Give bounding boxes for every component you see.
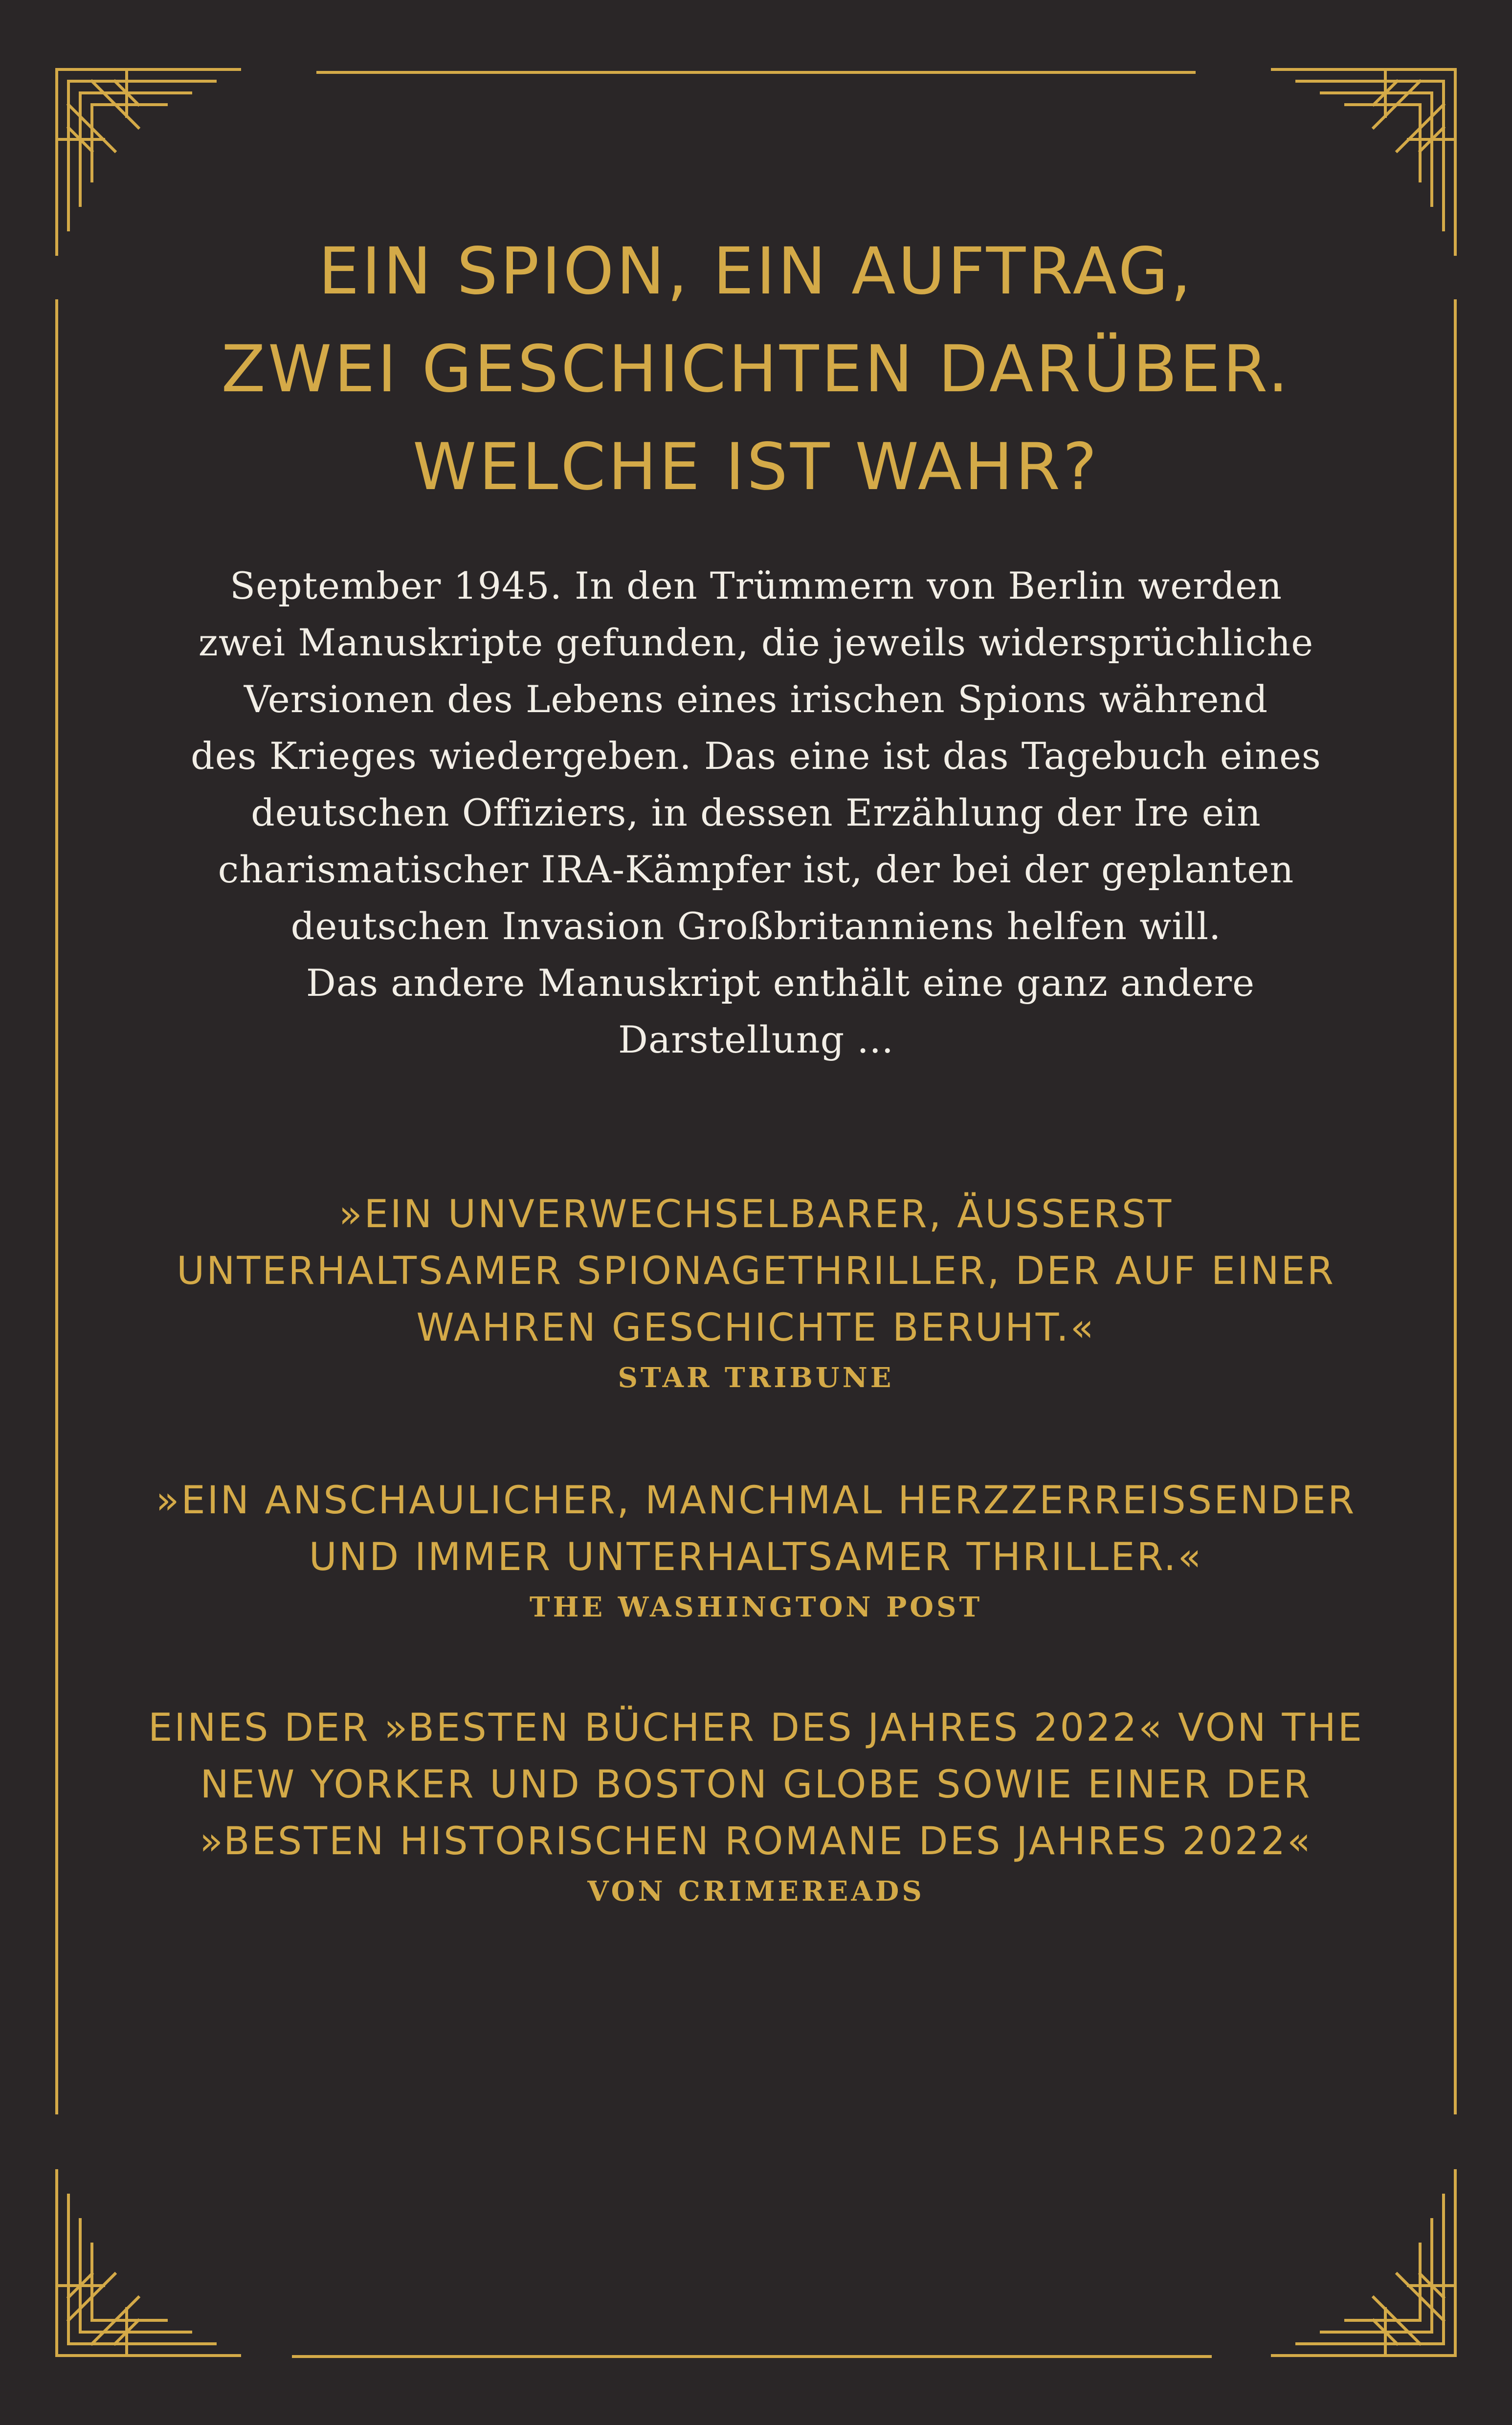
blurb-paragraph [147,558,1365,1068]
headline [98,223,1414,516]
blurb-line: charismatischer IRA-Kämpfer ist, der bei der geplanten [218,848,1294,891]
quote-line: EINES DER »BESTEN BÜCHER DES JAHRES 2022« VON THE [148,1706,1364,1750]
quote-line: NEW YORKER UND BOSTON GLOBE SOWIE EINER DER [200,1763,1312,1807]
headline-line: ZWEI GESCHICHTEN DARÜBER. [221,332,1291,407]
corner-ornament-bottom-left [57,2171,240,2356]
quote-source: THE WASHINGTON POST [529,1591,983,1623]
headline-line: WELCHE IST WAHR? [412,429,1100,505]
quote-source: VON CRIMEREADS [587,1875,925,1908]
blurb-line: Versionen des Lebens eines irischen Spions während [244,677,1268,721]
corner-ornament-bottom-right [1272,2171,1455,2356]
blurb-line: des Krieges wiedergeben. Das eine ist das Tagebuch eines [191,734,1321,778]
review-quote-washington-post [122,1472,1390,1627]
quote-text [122,1472,1390,1586]
quote-text [122,1700,1390,1870]
blurb-line: Das andere Manuskript enthält eine ganz andere [306,961,1255,1005]
headline-line: EIN SPION, EIN AUFTRAG, [318,234,1194,309]
quote-line: UNTERHALTSAMER SPIONAGETHRILLER, DER AUF EINER [177,1249,1335,1293]
quote-text [122,1186,1390,1356]
quote-line: »EIN UNVERWECHSELBARER, ÄUSSERST [338,1192,1174,1236]
quote-line: »BESTEN HISTORISCHEN ROMANE DES JAHRES 2022« [200,1819,1312,1864]
blurb-line: Darstellung ... [618,1018,894,1061]
quote-line: »EIN ANSCHAULICHER, MANCHMAL HERZZERREISSENDER [156,1479,1356,1523]
blurb-line: deutschen Offiziers, in dessen Erzählung der Ire ein [251,791,1261,834]
quote-line: WAHREN GESCHICHTE BERUHT.« [416,1306,1096,1350]
quote-source: STAR TRIBUNE [618,1362,894,1394]
blurb-line: September 1945. In den Trümmern von Berlin werden [229,564,1283,607]
quote-line: UND IMMER UNTERHALTSAMER THRILLER.« [309,1535,1203,1579]
blurb-line: deutschen Invasion Großbritanniens helfen will. [290,904,1222,948]
review-quote-crimereads [122,1700,1390,1911]
review-quote-star-tribune [122,1186,1390,1397]
blurb-line: zwei Manuskripte gefunden, die jeweils widersprüchliche [198,621,1314,664]
